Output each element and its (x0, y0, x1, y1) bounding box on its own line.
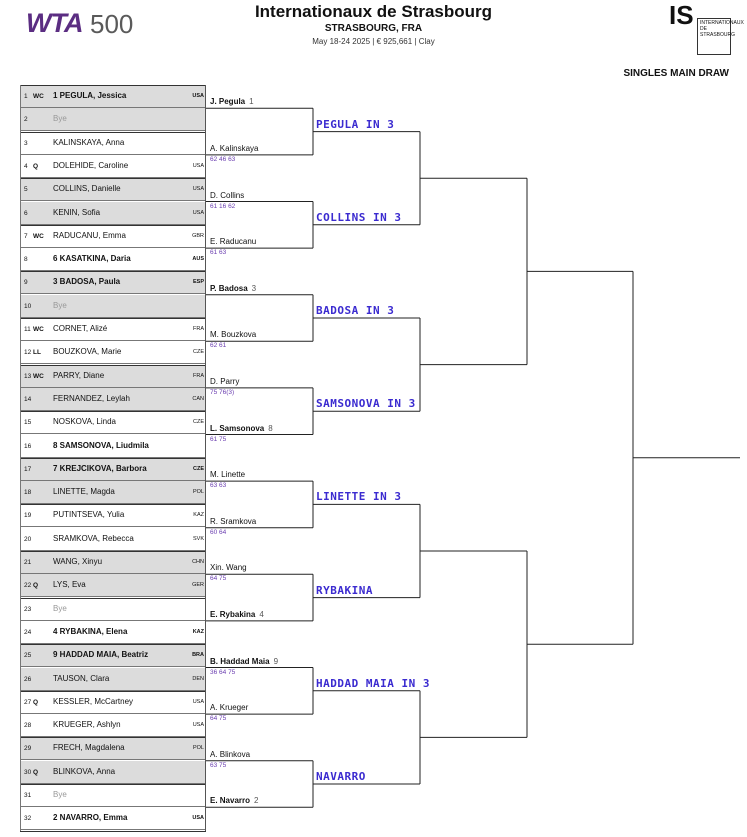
player-name: 6 KASATKINA, Daria (53, 254, 131, 264)
player-name: SRAMKOVA, Rebecca (53, 533, 134, 543)
player-name: 7 KREJCIKOVA, Barbora (53, 463, 147, 473)
entry-status: WC (33, 232, 44, 240)
match-score: 60 64 (210, 528, 227, 536)
slot-number: 13 (24, 372, 32, 380)
round2-player-seed: 3 (251, 283, 257, 293)
player-country: AUS (192, 256, 204, 263)
slot-number: 29 (24, 745, 32, 753)
player-country: CZE (193, 465, 204, 472)
player-name: Bye (53, 300, 67, 310)
round3-winner: BADOSA IN 3 (316, 304, 395, 317)
round2-player-seed: 1 (249, 97, 254, 107)
player-name: LYS, Eva (53, 580, 86, 590)
slot-number: 4 (24, 162, 28, 170)
player-name: DOLEHIDE, Caroline (53, 160, 129, 170)
player-country: CAN (192, 395, 204, 402)
round3-winner: LINETTE IN 3 (316, 490, 402, 504)
round3-winner: RYBAKINA (316, 583, 373, 597)
player-country: FRA (193, 326, 204, 332)
player-name: Bye (53, 603, 67, 613)
player-country: CHN (192, 559, 204, 565)
is-logo-text: INTERNATIONAUX DE STRASBOURG (697, 18, 731, 55)
round2-player-name: A. Blinkova (210, 749, 251, 759)
player-country: USA (192, 209, 204, 216)
player-name: LINETTE, Magda (53, 487, 115, 497)
round2-player-name: E. Rybakina (210, 609, 256, 619)
slot-number: 5 (24, 186, 28, 194)
round2-player-name: J. Pegula (210, 97, 246, 107)
slot-number: 2 (24, 116, 28, 124)
round2-player-name: E. Navarro (210, 796, 251, 806)
round2-player-name: D. Parry (210, 376, 240, 386)
slot-number: 28 (24, 722, 32, 730)
slot-number: 32 (24, 815, 32, 823)
match-score: 75 76(3) (210, 388, 235, 396)
round2-player-seed: 2 (254, 796, 259, 806)
player-name: CORNET, Alizé (53, 324, 108, 333)
slot-number: 30 (24, 768, 32, 776)
player-country: CZE (193, 419, 204, 426)
player-country: SVK (192, 535, 204, 542)
slot-number: 23 (24, 605, 32, 613)
player-name: Bye (53, 790, 67, 799)
slot-number: 16 (24, 442, 32, 450)
slot-number: 15 (24, 419, 32, 427)
slot-number: 10 (24, 302, 32, 310)
player-name: PUTINTSEVA, Yulia (53, 510, 125, 520)
round2-player-name: A. Kalinskaya (210, 143, 259, 153)
slot-number: 17 (24, 465, 32, 473)
slot-number: 18 (24, 489, 32, 497)
match-score: 63 75 (210, 761, 227, 769)
player-name: 2 NAVARRO, Emma (53, 813, 128, 823)
slot-number: 7 (24, 232, 28, 240)
tournament-info: May 18-24 2025 | € 925,661 | Clay (312, 37, 435, 46)
entry-status: WC (33, 326, 44, 333)
player-country: USA (192, 93, 204, 99)
round2-player-name: E. Raducanu (210, 237, 257, 247)
player-country: USA (192, 162, 204, 169)
player-name: WANG, Xinyu (53, 557, 103, 566)
slot-number: 25 (24, 652, 32, 660)
player-name: 4 RYBAKINA, Elena (53, 626, 128, 636)
entry-status: LL (33, 349, 41, 357)
match-score: 36 64 75 (210, 668, 236, 676)
slot-number: 27 (24, 698, 32, 706)
player-name: 1 PEGULA, Jessica (53, 91, 127, 100)
round2-player-name: P. Badosa (210, 283, 248, 293)
player-name: KRUEGER, Ashlyn (53, 720, 121, 730)
player-country: BRA (192, 652, 204, 659)
round3-winner: HADDAD MAIA IN 3 (316, 676, 430, 690)
player-name: FRECH, Magdalena (53, 743, 125, 753)
player-name: 9 HADDAD MAIA, Beatriz (53, 650, 149, 660)
match-score: 63 63 (210, 482, 227, 490)
slot-number: 19 (24, 512, 32, 520)
player-name: FERNANDEZ, Leylah (53, 393, 130, 403)
round2-player-name: Xin. Wang (210, 563, 247, 573)
entry-status: Q (33, 162, 39, 170)
round3-winner: PEGULA IN 3 (316, 117, 395, 131)
slot-number: 1 (24, 93, 28, 100)
slot-number: 9 (24, 279, 28, 287)
player-name: 8 SAMSONOVA, Liudmila (53, 440, 149, 450)
match-score: 62 61 (210, 342, 227, 350)
round2-player-name: A. Krueger (210, 703, 249, 713)
match-score: 61 16 62 (210, 202, 236, 210)
slot-number: 14 (24, 395, 32, 403)
player-name: 3 BADOSA, Paula (53, 277, 121, 287)
player-country: GBR (192, 232, 204, 239)
player-name: KALINSKAYA, Anna (53, 137, 125, 147)
player-name: NOSKOVA, Linda (53, 417, 116, 427)
player-name: KENIN, Sofia (53, 207, 101, 217)
round3-winner: SAMSONOVA IN 3 (316, 397, 416, 411)
round3-winner: COLLINS IN 3 (316, 210, 402, 224)
tournament-title: Internationaux de Strasbourg (254, 2, 493, 21)
player-name: KESSLER, McCartney (53, 696, 134, 706)
player-country: FRA (193, 372, 204, 379)
player-country: USA (192, 698, 204, 705)
match-score: 61 63 (210, 249, 227, 257)
match-score: 62 46 63 (210, 155, 236, 163)
slot-number: 21 (24, 559, 32, 566)
tournament-location: STRASBOURG, FRA (324, 23, 423, 34)
player-country: KAZ (193, 512, 204, 519)
player-name: COLLINS, Danielle (53, 184, 121, 194)
player-name: BOUZKOVA, Marie (53, 347, 122, 357)
slot-number: 8 (24, 256, 28, 264)
entry-status: Q (33, 768, 39, 776)
entry-status: Q (33, 698, 39, 706)
round3-winner: NAVARRO (316, 770, 366, 783)
match-score: 61 75 (210, 435, 227, 443)
draw-type-label: SINGLES MAIN DRAW (623, 68, 729, 79)
slot-number: 12 (24, 349, 32, 357)
entry-status: WC (33, 93, 44, 100)
round2-player-seed: 9 (273, 656, 279, 666)
player-country: ESP (192, 279, 204, 286)
round2-player-name: D. Collins (210, 190, 245, 200)
player-country: POL (192, 489, 204, 496)
wta-logo: WTA (26, 8, 83, 38)
round2-player-name: M. Bouzkova (210, 330, 257, 340)
player-name: TAUSON, Clara (53, 673, 110, 683)
player-name: BLINKOVA, Anna (53, 766, 116, 776)
slot-number: 31 (24, 792, 32, 799)
slot-number: 11 (24, 326, 31, 333)
player-country: USA (192, 815, 204, 822)
round2-player-seed: 8 (268, 423, 273, 433)
is-logo-letters: IS (669, 0, 694, 30)
slot-number: 22 (24, 582, 32, 590)
player-country: POL (192, 745, 204, 752)
slot-number: 6 (24, 209, 28, 217)
round2-player-name: R. Sramkova (210, 516, 257, 526)
match-score: 64 75 (210, 575, 227, 583)
player-country: CZE (193, 349, 204, 356)
player-country: GER (192, 582, 204, 589)
slot-number: 24 (24, 628, 32, 636)
round2-player-seed: 4 (259, 609, 264, 619)
slot-number: 26 (24, 675, 32, 683)
player-name: PARRY, Diane (53, 370, 105, 380)
player-country: USA (192, 722, 204, 729)
slot-number: 20 (24, 535, 32, 543)
player-country: DEN (192, 675, 204, 682)
round2-player-name: M. Linette (210, 470, 246, 480)
slot-number: 3 (24, 139, 28, 147)
player-name: RADUCANU, Emma (53, 230, 126, 240)
player-country: KAZ (192, 628, 204, 635)
entry-status: Q (33, 582, 39, 590)
round2-player-name: B. Haddad Maia (210, 656, 270, 666)
match-score: 64 75 (210, 715, 227, 723)
player-country: USA (192, 186, 204, 193)
round2-player-name: L. Samsonova (210, 423, 265, 433)
wta-500-label: 500 (90, 9, 134, 39)
entry-status: WC (33, 372, 44, 380)
player-name: Bye (53, 114, 67, 124)
